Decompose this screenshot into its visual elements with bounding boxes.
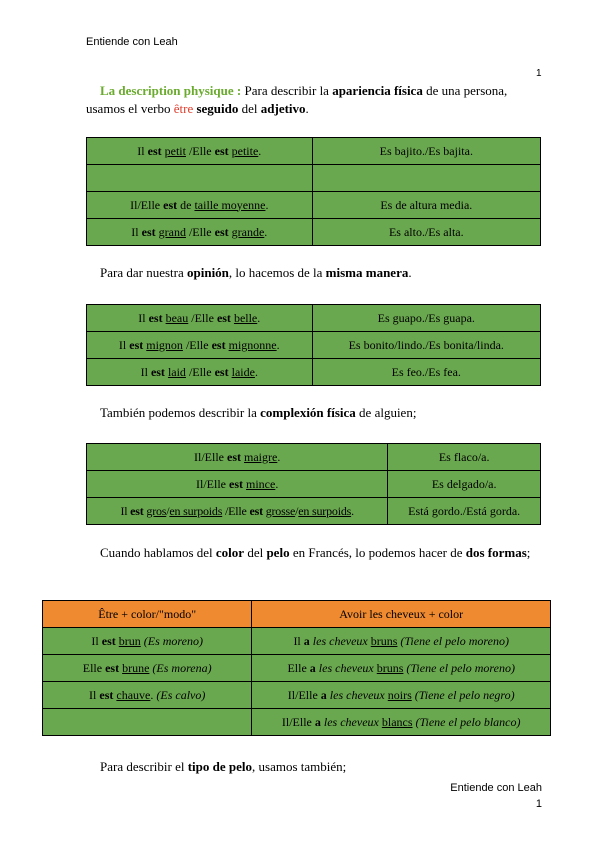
hair-color-table bbox=[42, 600, 551, 736]
column-header: Avoir les cheveux + color bbox=[252, 601, 551, 628]
french-cell: Il est mignon /Elle est mignonne. bbox=[87, 332, 313, 359]
hair-type-paragraph: Para describir el tipo de pelo, usamos también; bbox=[100, 759, 347, 774]
table-row bbox=[87, 138, 541, 165]
avoir-cell: Il a les cheveux bruns (Tiene el pelo moreno) bbox=[252, 628, 551, 655]
intro-paragraph: La description physique : Para describir la apariencia física de una persona, usamos el verbo être seguido del adjetivo. bbox=[86, 83, 508, 116]
complexion-table bbox=[86, 443, 541, 525]
spanish-cell: Es alto./Es alta. bbox=[312, 219, 540, 246]
page-number-top: 1 bbox=[536, 68, 542, 79]
table-row bbox=[87, 332, 541, 359]
spanish-cell: Está gordo./Está gorda. bbox=[388, 498, 541, 525]
table-row bbox=[87, 444, 541, 471]
avoir-cell: Elle a les cheveux bruns (Tiene el pelo moreno) bbox=[252, 655, 551, 682]
spanish-cell: Es feo./Es fea. bbox=[312, 359, 540, 386]
column-header: Être + color/"modo" bbox=[43, 601, 252, 628]
table-row bbox=[87, 359, 541, 386]
french-cell: Il est laid /Elle est laide. bbox=[87, 359, 313, 386]
table-row bbox=[87, 471, 541, 498]
table-row bbox=[87, 305, 541, 332]
table-row bbox=[87, 498, 541, 525]
spanish-cell: Es bajito./Es bajita. bbox=[312, 138, 540, 165]
french-cell: Il/Elle est maigre. bbox=[87, 444, 388, 471]
etre-cell: Il est brun (Es moreno) bbox=[43, 628, 252, 655]
spanish-cell: Es de altura media. bbox=[312, 192, 540, 219]
opinion-paragraph: Para dar nuestra opinión, lo hacemos de la misma manera. bbox=[100, 265, 412, 280]
hair-color-paragraph: Cuando hablamos del color del pelo en Francés, lo podemos hacer de dos formas; bbox=[100, 545, 531, 560]
spanish-cell: Es flaco/a. bbox=[388, 444, 541, 471]
table-row bbox=[43, 709, 551, 736]
french-cell: Il/Elle est mince. bbox=[87, 471, 388, 498]
french-cell: Il est grand /Elle est grande. bbox=[87, 219, 313, 246]
etre-cell: Elle est brune (Es morena) bbox=[43, 655, 252, 682]
table-header-row bbox=[43, 601, 551, 628]
complexion-paragraph: También podemos describir la complexión física de alguien; bbox=[100, 405, 417, 420]
french-cell: Il est beau /Elle est belle. bbox=[87, 305, 313, 332]
table-row bbox=[87, 219, 541, 246]
empty-cell bbox=[87, 165, 313, 192]
french-cell: Il/Elle est de taille moyenne. bbox=[87, 192, 313, 219]
height-table bbox=[86, 137, 541, 246]
table-row bbox=[43, 655, 551, 682]
spanish-cell: Es bonito/lindo./Es bonita/linda. bbox=[312, 332, 540, 359]
avoir-cell: Il/Elle a les cheveux noirs (Tiene el pelo negro) bbox=[252, 682, 551, 709]
table-row bbox=[43, 682, 551, 709]
table-row bbox=[43, 628, 551, 655]
etre-cell: Il est chauve. (Es calvo) bbox=[43, 682, 252, 709]
page-header: Entiende con Leah bbox=[86, 36, 178, 48]
empty-cell bbox=[43, 709, 252, 736]
french-cell: Il est petit /Elle est petite. bbox=[87, 138, 313, 165]
section-title: La description physique : bbox=[100, 83, 242, 98]
table-row bbox=[87, 192, 541, 219]
spanish-cell: Es guapo./Es guapa. bbox=[312, 305, 540, 332]
highlight-etre: être bbox=[173, 101, 194, 116]
table-row bbox=[87, 165, 541, 192]
page-number-bottom: 1 bbox=[535, 798, 542, 810]
spanish-cell: Es delgado/a. bbox=[388, 471, 541, 498]
empty-cell bbox=[312, 165, 540, 192]
opinion-table bbox=[86, 304, 541, 386]
page-footer: Entiende con Leah bbox=[450, 782, 542, 794]
avoir-cell: Il/Elle a les cheveux blancs (Tiene el pelo blanco) bbox=[252, 709, 551, 736]
french-cell: Il est gros/en surpoids /Elle est grosse/en surpoids. bbox=[87, 498, 388, 525]
